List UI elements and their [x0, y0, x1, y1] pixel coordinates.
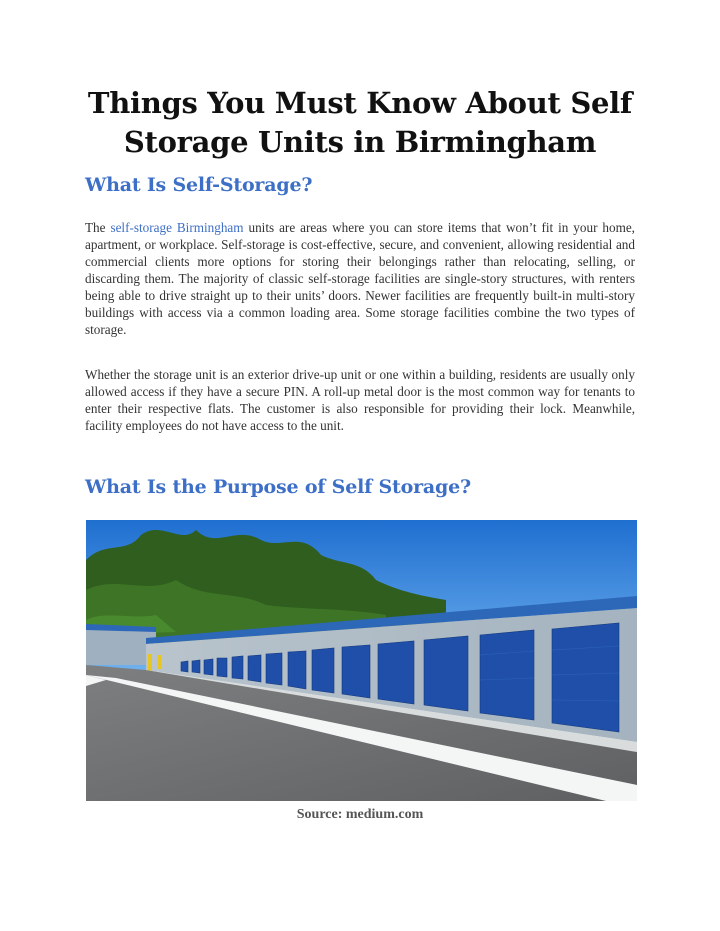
storage-units-photo — [86, 520, 637, 801]
page-title: Things You Must Know About Self Storage Units in Birmingham — [87, 86, 633, 159]
paragraph-intro — [85, 219, 635, 338]
storage-units-illustration — [86, 520, 637, 801]
paragraph-access: Whether the storage unit is an exterior drive-up unit or one within a building, residents are usually only allowed access if they have a secure PIN. A roll-up metal door is the most common way for tenants to enter their respective flats. The customer is also responsible for providing their lock. Meanwhile, facility employees do not have access to the unit. — [85, 367, 635, 433]
section-heading-purpose: What Is the Purpose of Self Storage? — [85, 476, 471, 498]
section-heading-what-is-self-storage: What Is Self-Storage? — [85, 174, 313, 196]
paragraph-intro-rest: units are areas where you can store items that won’t fit in your home, apartment, or workplace. Self-storage is cost-effective, secure, and convenient, allowing residential and commercial clients more options for storing their belongings rather than relocating, selling, or discarding them. The majority of classic self-storage facilities are single-story structures, with renters being able to drive straight up to their units’ doors. Newer facilities are frequently built-in multi-story buildings with access via a common loading area. Some storage facilities combine the two types of storage. — [85, 220, 635, 337]
paragraph-intro-start: The — [85, 220, 111, 235]
self-storage-birmingham-link[interactable]: self-storage Birmingham — [110, 220, 244, 235]
image-source-caption: Source: medium.com — [296, 807, 424, 822]
